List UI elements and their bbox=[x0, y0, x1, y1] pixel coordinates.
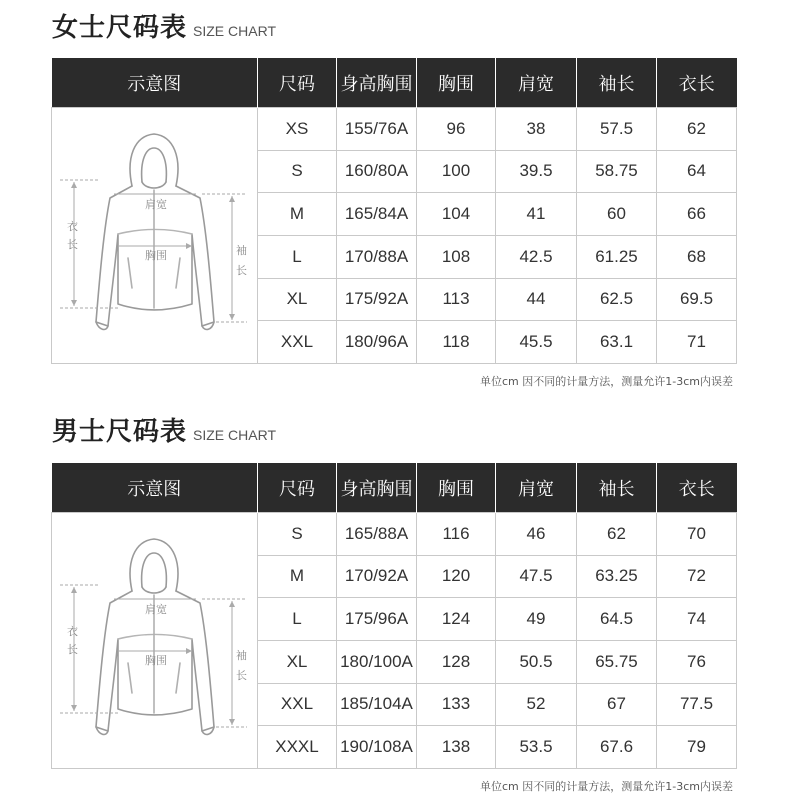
women-note: 单位cm 因不同的计量方法，测量允许1-3cm内误差 bbox=[480, 375, 733, 388]
jacket-figure-cell bbox=[52, 108, 258, 364]
cell-height-chest: 190/108A bbox=[337, 726, 417, 769]
men-section bbox=[0, 405, 790, 797]
cell-size: L bbox=[258, 235, 337, 278]
men-size-table bbox=[51, 463, 737, 769]
men-title-en: SIZE CHART bbox=[193, 427, 276, 443]
cell-chest: 124 bbox=[417, 598, 496, 641]
cell-sleeve: 64.5 bbox=[577, 598, 657, 641]
cell-chest: 113 bbox=[417, 278, 496, 321]
cell-length: 62 bbox=[657, 108, 737, 151]
cell-length: 72 bbox=[657, 555, 737, 598]
women-size-table bbox=[51, 58, 737, 364]
length-label: 衣 bbox=[67, 220, 78, 233]
length-label: 衣 bbox=[67, 625, 78, 638]
cell-sleeve: 63.25 bbox=[577, 555, 657, 598]
header-diagram: 示意图 bbox=[52, 58, 258, 108]
cell-sleeve: 57.5 bbox=[577, 108, 657, 151]
cell-sleeve: 60 bbox=[577, 193, 657, 236]
cell-chest: 104 bbox=[417, 193, 496, 236]
cell-shoulder: 47.5 bbox=[496, 555, 577, 598]
cell-height-chest: 160/80A bbox=[337, 150, 417, 193]
shoulder-label: 肩宽 bbox=[145, 603, 167, 616]
cell-length: 77.5 bbox=[657, 683, 737, 726]
cell-height-chest: 170/88A bbox=[337, 235, 417, 278]
jacket-diagram bbox=[52, 108, 257, 358]
header-length: 衣长 bbox=[657, 58, 737, 108]
women-rows bbox=[52, 108, 737, 364]
cell-height-chest: 170/92A bbox=[337, 555, 417, 598]
length-label: 长 bbox=[67, 643, 78, 656]
cell-chest: 128 bbox=[417, 640, 496, 683]
header-length: 衣长 bbox=[657, 463, 737, 513]
sleeve-label: 袖 bbox=[236, 649, 247, 662]
cell-height-chest: 165/84A bbox=[337, 193, 417, 236]
chest-label: 胸围 bbox=[145, 249, 167, 262]
cell-height-chest: 155/76A bbox=[337, 108, 417, 151]
cell-height-chest: 180/96A bbox=[337, 321, 417, 364]
cell-shoulder: 41 bbox=[496, 193, 577, 236]
cell-chest: 108 bbox=[417, 235, 496, 278]
header-size: 尺码 bbox=[258, 463, 337, 513]
cell-sleeve: 58.75 bbox=[577, 150, 657, 193]
cell-size: S bbox=[258, 513, 337, 556]
cell-sleeve: 67 bbox=[577, 683, 657, 726]
table-header-row bbox=[52, 58, 737, 108]
women-title: 女士尺码表 bbox=[52, 13, 188, 43]
cell-shoulder: 53.5 bbox=[496, 726, 577, 769]
table-row bbox=[52, 108, 737, 151]
cell-shoulder: 44 bbox=[496, 278, 577, 321]
cell-height-chest: 175/92A bbox=[337, 278, 417, 321]
cell-length: 74 bbox=[657, 598, 737, 641]
cell-sleeve: 67.6 bbox=[577, 726, 657, 769]
cell-chest: 116 bbox=[417, 513, 496, 556]
cell-height-chest: 180/100A bbox=[337, 640, 417, 683]
header-height-chest: 身高胸围 bbox=[337, 463, 417, 513]
cell-size: XL bbox=[258, 640, 337, 683]
header-chest: 胸围 bbox=[417, 58, 496, 108]
cell-length: 76 bbox=[657, 640, 737, 683]
jacket-figure-cell bbox=[52, 513, 258, 769]
cell-length: 79 bbox=[657, 726, 737, 769]
header-sleeve: 袖长 bbox=[577, 463, 657, 513]
header-shoulder: 肩宽 bbox=[496, 58, 577, 108]
cell-height-chest: 185/104A bbox=[337, 683, 417, 726]
chest-label: 胸围 bbox=[145, 654, 167, 667]
cell-length: 66 bbox=[657, 193, 737, 236]
cell-shoulder: 50.5 bbox=[496, 640, 577, 683]
cell-chest: 100 bbox=[417, 150, 496, 193]
cell-chest: 138 bbox=[417, 726, 496, 769]
cell-length: 64 bbox=[657, 150, 737, 193]
cell-size: XXL bbox=[258, 321, 337, 364]
table-row bbox=[52, 513, 737, 556]
cell-shoulder: 39.5 bbox=[496, 150, 577, 193]
cell-size: XL bbox=[258, 278, 337, 321]
table-header-row bbox=[52, 463, 737, 513]
cell-shoulder: 49 bbox=[496, 598, 577, 641]
women-chart-title bbox=[52, 7, 276, 44]
cell-shoulder: 42.5 bbox=[496, 235, 577, 278]
cell-sleeve: 62.5 bbox=[577, 278, 657, 321]
cell-sleeve: 61.25 bbox=[577, 235, 657, 278]
cell-size: XXXL bbox=[258, 726, 337, 769]
women-title-en: SIZE CHART bbox=[193, 23, 276, 39]
cell-size: S bbox=[258, 150, 337, 193]
cell-size: XXL bbox=[258, 683, 337, 726]
cell-size: L bbox=[258, 598, 337, 641]
shoulder-label: 肩宽 bbox=[145, 198, 167, 211]
cell-chest: 118 bbox=[417, 321, 496, 364]
cell-shoulder: 46 bbox=[496, 513, 577, 556]
cell-shoulder: 45.5 bbox=[496, 321, 577, 364]
header-chest: 胸围 bbox=[417, 463, 496, 513]
cell-length: 69.5 bbox=[657, 278, 737, 321]
cell-chest: 120 bbox=[417, 555, 496, 598]
cell-length: 70 bbox=[657, 513, 737, 556]
cell-size: M bbox=[258, 555, 337, 598]
sleeve-label: 长 bbox=[236, 669, 247, 682]
cell-height-chest: 165/88A bbox=[337, 513, 417, 556]
header-diagram: 示意图 bbox=[52, 463, 258, 513]
men-note: 单位cm 因不同的计量方法，测量允许1-3cm内误差 bbox=[480, 780, 733, 793]
header-sleeve: 袖长 bbox=[577, 58, 657, 108]
cell-length: 68 bbox=[657, 235, 737, 278]
cell-height-chest: 175/96A bbox=[337, 598, 417, 641]
men-rows bbox=[52, 513, 737, 769]
cell-sleeve: 65.75 bbox=[577, 640, 657, 683]
men-title: 男士尺码表 bbox=[52, 417, 188, 447]
length-label: 长 bbox=[67, 238, 78, 251]
sleeve-label: 袖 bbox=[236, 244, 247, 257]
cell-size: XS bbox=[258, 108, 337, 151]
cell-size: M bbox=[258, 193, 337, 236]
header-shoulder: 肩宽 bbox=[496, 463, 577, 513]
men-chart-title bbox=[52, 411, 276, 448]
cell-chest: 96 bbox=[417, 108, 496, 151]
header-height-chest: 身高胸围 bbox=[337, 58, 417, 108]
cell-shoulder: 38 bbox=[496, 108, 577, 151]
sleeve-label: 长 bbox=[236, 264, 247, 277]
cell-sleeve: 62 bbox=[577, 513, 657, 556]
header-size: 尺码 bbox=[258, 58, 337, 108]
cell-chest: 133 bbox=[417, 683, 496, 726]
cell-sleeve: 63.1 bbox=[577, 321, 657, 364]
jacket-diagram bbox=[52, 513, 257, 763]
cell-length: 71 bbox=[657, 321, 737, 364]
cell-shoulder: 52 bbox=[496, 683, 577, 726]
